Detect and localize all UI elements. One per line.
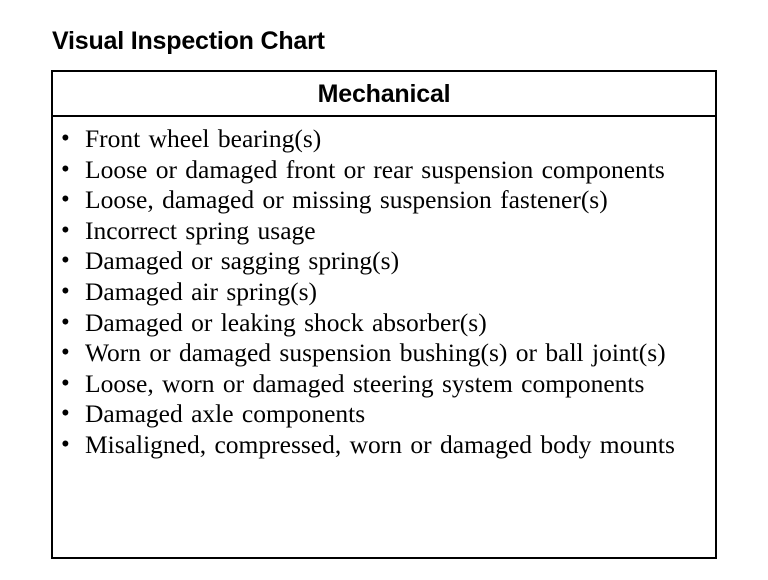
list-item <box>53 430 707 461</box>
list-item <box>53 399 707 430</box>
list-item <box>53 277 707 308</box>
bullet-icon: • <box>61 216 70 244</box>
list-item <box>53 155 707 186</box>
item-text: Misaligned, compressed, worn or damaged body mounts <box>85 429 675 459</box>
bullet-icon: • <box>61 339 70 367</box>
inspection-table <box>51 70 717 559</box>
item-text: Loose, damaged or missing suspension fastener(s) <box>85 185 608 215</box>
bullet-icon: • <box>61 400 70 428</box>
list-item <box>53 369 707 400</box>
item-text: Damaged or leaking shock absorber(s) <box>85 307 487 337</box>
chart-title: Visual Inspection Chart <box>52 27 325 55</box>
bullet-icon: • <box>61 247 70 275</box>
item-text: Damaged or sagging spring(s) <box>85 246 400 276</box>
bullet-icon: • <box>61 308 70 336</box>
item-text: Damaged air spring(s) <box>85 276 318 306</box>
bullet-icon: • <box>61 155 70 183</box>
list-item <box>53 338 707 369</box>
bullet-icon: • <box>61 430 70 458</box>
item-text: Damaged axle components <box>85 399 366 429</box>
list-item <box>53 185 707 216</box>
item-text: Loose or damaged front or rear suspension components <box>85 154 665 184</box>
bullet-icon: • <box>61 186 70 214</box>
list-item <box>53 308 707 339</box>
bullet-icon: • <box>61 369 70 397</box>
bullet-icon: • <box>61 277 70 305</box>
item-text: Incorrect spring usage <box>85 215 316 245</box>
inspection-list <box>53 117 715 461</box>
item-text: Worn or damaged suspension bushing(s) or ball joint(s) <box>85 338 666 368</box>
list-item <box>53 216 707 247</box>
list-item <box>53 246 707 277</box>
item-text: Loose, worn or damaged steering system components <box>85 368 645 398</box>
table-header <box>53 72 715 117</box>
list-item <box>53 124 707 155</box>
bullet-icon: • <box>61 125 70 152</box>
item-text: Front wheel bearing(s) <box>85 124 322 153</box>
header-label: Mechanical <box>317 79 451 108</box>
